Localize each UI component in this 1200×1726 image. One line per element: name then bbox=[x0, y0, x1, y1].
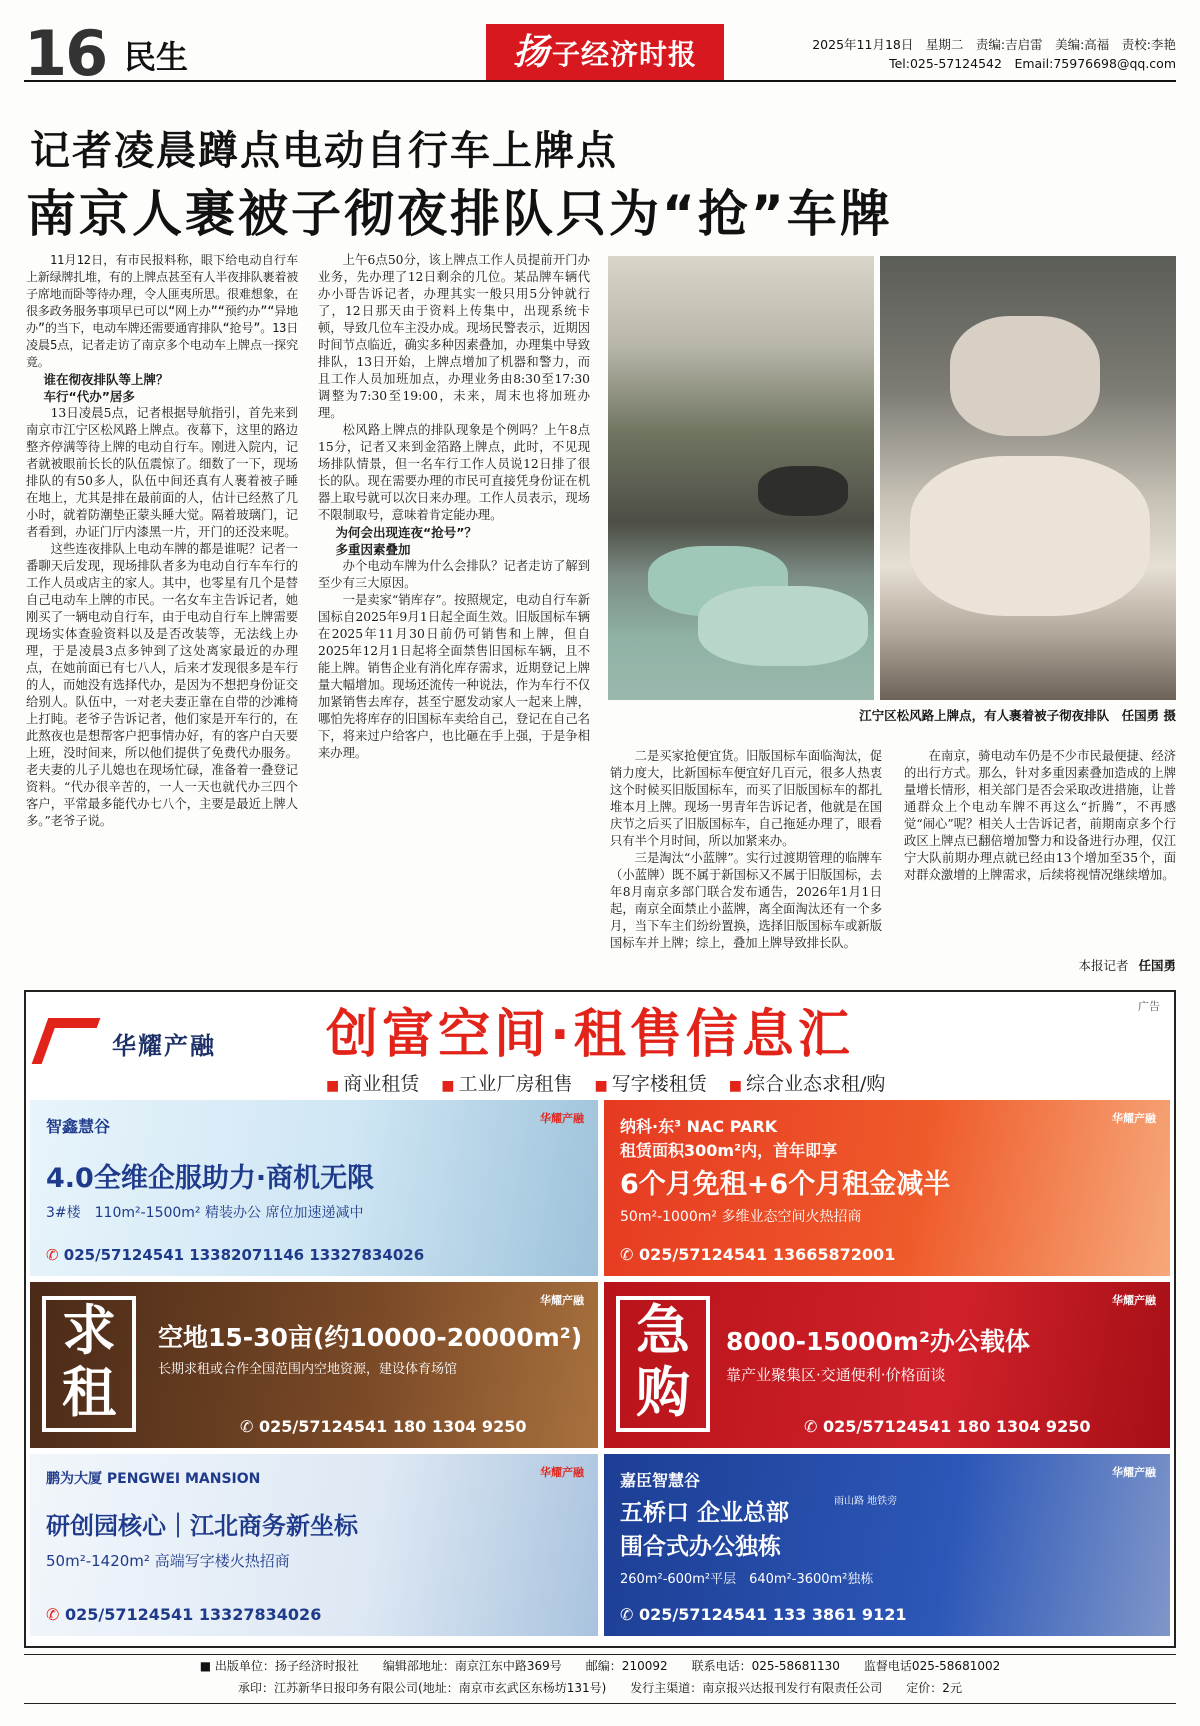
ad-category: ■ 综合业态求租/购 bbox=[729, 1072, 886, 1098]
byline bbox=[1078, 956, 1176, 974]
advertisement bbox=[24, 990, 1176, 1648]
ad-card-zhixin bbox=[30, 1100, 598, 1276]
paragraph-4: 松风路上牌点的排队现象是个例吗？上午8点15分，记者又来到金箔路上牌点，此时，不见现场排队情景，但一名车行工作人员说12日排了很长的队。现在需要办理的市民可直接凭身份证在机器上取号就可以次日来办理。工作人员表示，现场不限制取号，意味着肯定能办理。 bbox=[318, 423, 590, 522]
ad-card-urgent-buy bbox=[604, 1282, 1170, 1448]
card-headline: 6个月免租+6个月租金减半 bbox=[620, 1169, 951, 1200]
brand-mark-icon bbox=[32, 1018, 101, 1064]
card-brand: 华耀产融 bbox=[540, 1112, 584, 1125]
paragraph-6: 一是卖家“销库存”。按照规定，电动自行车新国标自2025年9月1日起全面生效。旧版国标车辆在2025年11月30日前仍可销售和上牌，但自2025年12月1日起将全面禁售旧国标车辆，且不能上牌。销售企业有消化库存需求，近期登记上牌量大幅增加。现场还流传一种说法，作为车行不仅加紧销售去库存，甚至宁愿发动家人一起来上牌，哪怕先将库存的旧国标车卖给自己，登记在自己名下，将来过户给客户，也比砸在手上强，于是争相来办理。 bbox=[318, 593, 590, 760]
card-location-tag: 雨山路 地铁旁 bbox=[834, 1496, 898, 1507]
card-headline: 研创园核心｜江北商务新坐标 bbox=[46, 1512, 358, 1540]
paragraph-9: 在南京，骑电动车仍是不少市民最便捷、经济的出行方式。那么，针对多重因素叠加造成的上牌量增长情形，相关部门是否会采取改进措施，让普通群众上个电动车牌不再这么“折腾”，不再感觉“闹心”呢？相关人士告诉记者，前期南京多个行政区上牌点已翻倍增加警力和设备进行办理，仅江宁大队前期办理点就已经由13个增加至35个，面对群众激增的上牌需求，后续将视情况继续增加。 bbox=[904, 749, 1176, 882]
paragraph-3: 上午6点50分，该上牌点工作人员提前开门办业务，先办理了12日剩余的几位。某品牌车辆代办小哥告诉记者，办理其实一般只用5分钟就行了，12日那天由于资料上传集中，出现系统卡顿，导致几位车主没办成。现场民警表示，近期因时间节点临近，确实多种因素叠加，办理集中导致排队，13日开始，上牌点增加了机器和警力，而且工作人员加班加点，办理业务由8:30至17:30调整为7:30至19:00，未来，周末也将加班办理。 bbox=[318, 253, 590, 420]
card-phone: ✆ 025/57124541 133 3861 9121 bbox=[620, 1605, 906, 1624]
card-brand: 华耀产融 bbox=[1112, 1466, 1156, 1479]
ad-category: ■ 商业租赁 bbox=[326, 1072, 419, 1098]
card-phone: ✆ 025/57124541 180 1304 9250 bbox=[804, 1417, 1090, 1436]
card-detail: 50m²-1420m² 高端写字楼火热招商 bbox=[46, 1552, 290, 1570]
paragraph-5: 办个电动车牌为什么会排队？记者走访了解到至少有三大原因。 bbox=[318, 559, 590, 590]
article-headline: 南京人裹被子彻夜排队只为“抢”车牌 bbox=[26, 185, 893, 243]
ad-card-jiachen bbox=[604, 1454, 1170, 1636]
card-brand: 华耀产融 bbox=[1112, 1112, 1156, 1125]
card-detail: 靠产业聚集区·交通便利·价格面谈 bbox=[726, 1366, 946, 1384]
card-phone: ✆ 025/57124541 13382071146 13327834026 bbox=[46, 1246, 424, 1264]
ad-card-pengwei bbox=[30, 1454, 598, 1636]
stamp-wanted: 求租 bbox=[42, 1296, 136, 1432]
article-column-2 bbox=[318, 252, 590, 974]
ad-category: ■ 写字楼租赁 bbox=[595, 1072, 707, 1098]
page-number: 16 bbox=[24, 17, 107, 90]
masthead bbox=[24, 17, 1176, 90]
subheading-2a: 为何会出现连夜“抢号”？ bbox=[335, 525, 477, 540]
card-logo: 智鑫慧谷 bbox=[46, 1117, 111, 1136]
ad-brand-name: 华耀产融 bbox=[112, 1032, 216, 1060]
subheading-1b: 车行“代办”居多 bbox=[43, 389, 135, 404]
card-phone: ✆ 025/57124541 13327834026 bbox=[46, 1605, 321, 1624]
issue-info: 2025年11月18日 星期二 责编:吉启雷 美编:高福 责校:李艳 bbox=[812, 37, 1176, 52]
article-column-1 bbox=[26, 252, 298, 974]
card-brand: 华耀产融 bbox=[540, 1466, 584, 1479]
card-phone: ✆ 025/57124541 13665872001 bbox=[620, 1245, 895, 1264]
logo-text: 子经济时报 bbox=[552, 38, 698, 71]
paragraph-2: 这些连夜排队上电动车牌的都是谁呢？记者一番聊天后发现，现场排队者多为电动自行车车行的工作人员或店主的家人。其中，也零星有几个是替自己电动车上牌的市民。一名女车主告诉记者，她刚买了一辆电动自行车，由于电动自行车上牌需要现场实体查验资料以及是否改装等，无法线上办理，于是凌晨3点多钟到了这处离家最近的办理点，在她前面已有七八人，后来才发现很多是车行的人，而她没有选择代办，是因为不想把身份证交给别人。队伍中，一对老夫妻正靠在自带的沙滩椅上打盹。老爷子告诉记者，他们家是开车行的，在此熬夜也是想帮客户把事情办好，有的客户白天要上班，没时间来，所以他们提供了免费代办服务。老夫妻的儿子儿媳也在现场忙碌，准备着一叠登记资料。“代办很辛苦的，一人一天也就代办三四个客户，平常最多能代办七八个，主要是最近上牌人多。”老爷子说。 bbox=[26, 542, 298, 828]
people-shape bbox=[758, 466, 848, 516]
card-subhead: 租赁面积300m²内，首年即享 bbox=[620, 1141, 838, 1160]
byline-label: 本报记者 bbox=[1078, 958, 1129, 973]
card-detail: 长期求租或合作全国范围内空地资源，建设体育场馆 bbox=[158, 1362, 458, 1377]
newspaper-logo bbox=[486, 24, 724, 80]
ad-category: ■ 工业厂房租售 bbox=[441, 1072, 572, 1098]
quilt-shape bbox=[698, 586, 868, 666]
article-kicker: 记者凌晨蹲点电动自行车上牌点 bbox=[30, 128, 618, 174]
card-logo: 嘉臣智慧谷 bbox=[620, 1471, 701, 1490]
card-logo: 鹏为大厦 PENGWEI MANSION bbox=[46, 1471, 261, 1487]
ad-card-wanted-land bbox=[30, 1282, 598, 1448]
card-detail: 50m²-1000m² 多维业态空间火热招商 bbox=[620, 1209, 862, 1225]
card-brand: 华耀产融 bbox=[540, 1294, 584, 1307]
card-headline-2: 围合式办公独栋 bbox=[620, 1534, 781, 1560]
stamp-urgent: 急购 bbox=[616, 1296, 710, 1432]
photo-sleeping-person bbox=[880, 256, 1176, 700]
article-column-4 bbox=[904, 748, 1176, 974]
ad-categories bbox=[326, 1072, 885, 1098]
card-detail: 3#楼 110m²-1500m² 精装办公 席位加速递减中 bbox=[46, 1205, 364, 1221]
subheading-1a: 谁在彻夜排队等上牌？ bbox=[43, 372, 169, 387]
paragraph-1: 13日凌晨5点，记者根据导航指引，首先来到南京市江宁区松风路上牌点。夜幕下，这里的路边整齐停满等待上牌的电动自行车。刚进入院内，记者就被眼前长长的队伍震惊了。细数了一下，现场排队的有50多人，队伍中间还真有人裹着被子睡在地上，尤其是排在最前面的人，估计已经熬了几小时，就着防潮垫正蒙头睡大觉。隔着玻璃门，记者看到，办证门厅内漆黑一片，开门的还没来呢。 bbox=[26, 406, 298, 539]
card-headline: 8000-15000m²办公载体 bbox=[726, 1327, 1030, 1356]
section-name: 民生 bbox=[124, 38, 189, 76]
card-phone: ✆ 025/57124541 180 1304 9250 bbox=[240, 1417, 526, 1436]
card-logo: 纳科·东³ NAC PARK bbox=[620, 1117, 778, 1136]
card-brand: 华耀产融 bbox=[1112, 1294, 1156, 1307]
card-headline: 空地15-30亩(约10000-20000m²) bbox=[158, 1323, 583, 1352]
paragraph-8: 三是淘汰“小蓝牌”。实行过渡期管理的临牌车（小蓝牌）既不属于新国标又不属于旧版国标，去年8月南京多部门联合发布通告，2026年1月1日起，南京全面禁止小蓝牌，离全面淘汰还有一个多月，当下车主们纷纷置换，选择旧版国标车或新版国标车并上牌；综上，叠加上牌导致排长队。 bbox=[610, 851, 882, 950]
article-column-3 bbox=[610, 748, 882, 974]
article-lead: 11月12日，有市民报料称，眼下给电动自行车上新绿牌扎堆，有的上牌点甚至有人半夜排队裹着被子席地而卧等待办理，令人匪夷所思。很难想象，在很多政务服务事项早已可以“网上办”“预约办”“异地办”的当下，电动车牌还需要通宵排队“抢号”。13日凌晨5点，记者走访了南京多个电动车上牌点一探究竟。 bbox=[26, 253, 298, 369]
card-headline: 五桥口 企业总部 bbox=[620, 1500, 790, 1526]
subheading-2b: 多重因素叠加 bbox=[335, 542, 411, 557]
card-headline: 4.0全维企服助力·商机无限 bbox=[46, 1163, 375, 1194]
paragraph-7: 二是买家抢便宜货。旧版国标车面临淘汰，促销力度大，比新国标车便宜好几百元，很多人热衷这个时候买旧版国标车，而买了旧版国标车的都扎堆本月上牌。现场一男青年告诉记者，他就是在国庆节之后买了旧版国标车，自己拖延办理了，眼看只有半个月时间，所以加紧来办。 bbox=[610, 749, 882, 848]
footer-publisher-line: ■ 出版单位：扬子经济时报社 编辑部地址：南京江东中路369号 邮编：210092 联系电话：025-58681130 监督电话025-58681002 bbox=[199, 1659, 1001, 1673]
byline-name: 任国勇 bbox=[1138, 958, 1176, 973]
ad-card-nac-park bbox=[604, 1100, 1170, 1276]
footer-printer-line: 承印：江苏新华日报印务有限公司(地址：南京市玄武区东杨坊131号) 发行主渠道：南京报兴达报刊发行有限责任公司 定价：2元 bbox=[238, 1681, 962, 1695]
ad-tag: 广告 bbox=[1138, 1000, 1160, 1013]
ad-title: 创富空间·租售信息汇 bbox=[326, 1005, 854, 1065]
ad-brand-logo bbox=[40, 1014, 270, 1070]
quilt-shape bbox=[910, 456, 1150, 616]
photo-caption: 江宁区松风路上牌点，有人裹着被子彻夜排队 任国勇 摄 bbox=[859, 708, 1176, 723]
contact-info: Tel:025-57124542 Email:75976698@qq.com bbox=[889, 56, 1176, 71]
person-shape bbox=[950, 316, 1100, 436]
photo-queue-night bbox=[608, 256, 874, 700]
logo-script-char: 扬 bbox=[512, 31, 550, 73]
footer bbox=[24, 1654, 1176, 1704]
card-detail: 260m²-600m²平层 640m²-3600m²独栋 bbox=[620, 1572, 874, 1587]
